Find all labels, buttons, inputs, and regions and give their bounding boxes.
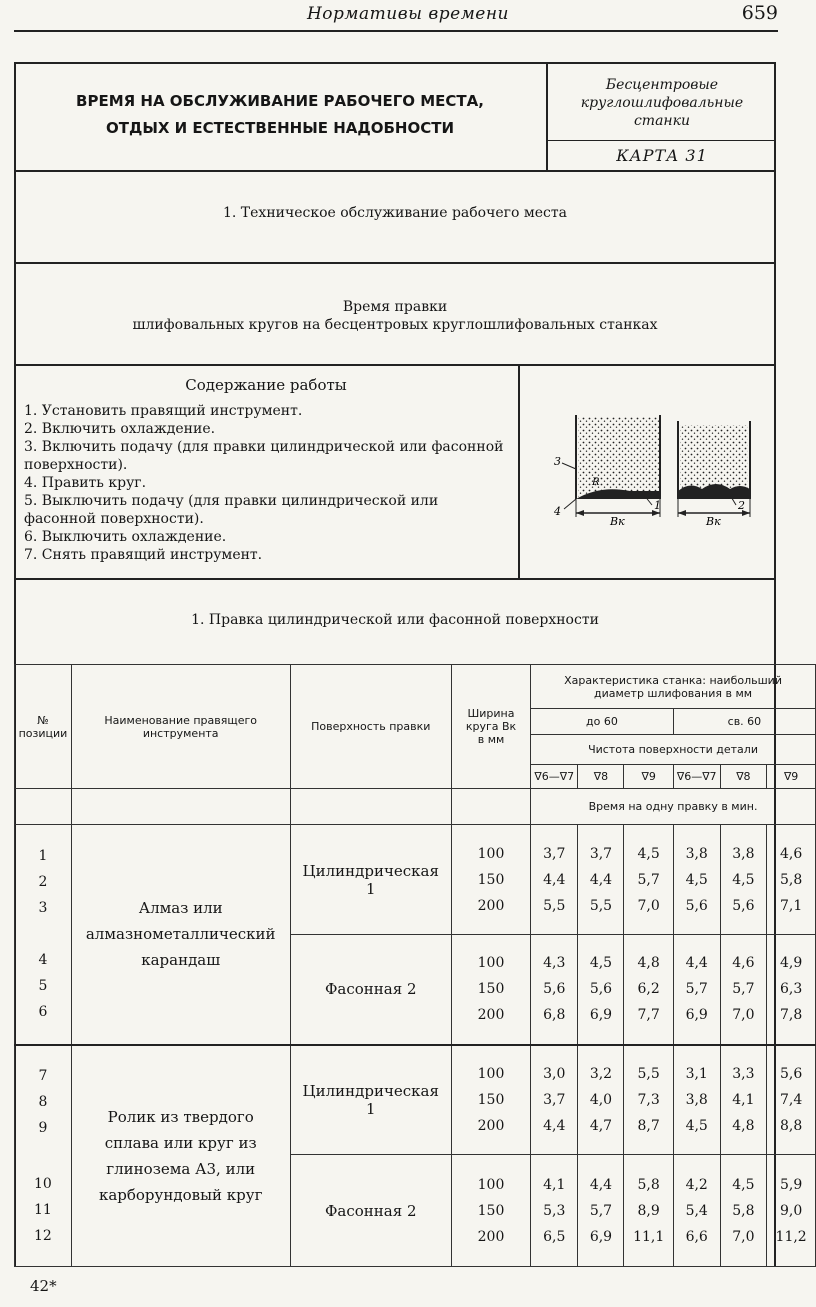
finish-class: ∇6—∇7 xyxy=(531,765,578,789)
time-cell: 4,5 5,7 7,0 xyxy=(624,825,673,935)
finish-class: ∇9 xyxy=(767,765,816,789)
time-cell: 4,5 5,6 6,9 xyxy=(578,935,624,1045)
work-content-heading: Содержание работы xyxy=(185,376,347,394)
width-cell: 100 150 200 xyxy=(451,935,530,1045)
time-cell: 3,0 3,7 4,4 xyxy=(531,1045,578,1155)
dressing-time-table xyxy=(14,664,816,1267)
time-cell: 3,8 4,5 5,6 xyxy=(673,825,720,935)
finish-class: ∇9 xyxy=(624,765,673,789)
card-title xyxy=(30,88,530,142)
label-bk-right: Вк xyxy=(706,515,721,525)
time-cell: 4,1 5,3 6,5 xyxy=(531,1155,578,1267)
work-step: 5. Выключить подачу (для правки цилиндрической или фасонной поверхности). xyxy=(24,493,439,527)
work-step: 6. Выключить охлаждение. xyxy=(24,529,227,545)
machine-type xyxy=(550,76,774,130)
label-2: 2 xyxy=(738,499,745,512)
work-step: 7. Снять правящий инструмент. xyxy=(24,547,263,563)
finish-class: ∇8 xyxy=(720,765,767,789)
time-cell: 4,5 5,8 7,0 xyxy=(720,1155,767,1267)
finish-class: ∇8 xyxy=(578,765,624,789)
time-cell: 4,6 5,7 7,0 xyxy=(720,935,767,1045)
wheel-shaped-shape xyxy=(680,425,748,493)
section-1-title: 1. Техническое обслуживание рабочего места xyxy=(223,205,567,221)
col-position: № позиции xyxy=(15,665,72,789)
card-rule xyxy=(548,140,776,141)
col-width: Ширина круга Bк в мм xyxy=(451,665,530,789)
diameter-over-60: св. 60 xyxy=(673,709,815,735)
work-step: 1. Установить правящий инструмент. xyxy=(24,403,303,419)
time-cell: 3,7 4,4 5,5 xyxy=(531,825,578,935)
time-cell: 4,2 5,4 6,6 xyxy=(673,1155,720,1267)
rule-after-section1 xyxy=(14,262,776,264)
work-steps-list xyxy=(24,402,508,564)
tool-name: Ролик из твердого сплава или круг из глинозема А3, или карборундовый круг xyxy=(71,1045,290,1267)
time-cell: 5,6 7,4 8,8 xyxy=(767,1045,816,1155)
subtitle xyxy=(14,298,776,334)
diameter-up-to-60: до 60 xyxy=(531,709,674,735)
table-row-group xyxy=(15,825,816,935)
page-number: 659 xyxy=(741,2,778,24)
machine-char-header: Характеристика станка: наибольший диаметр шлифования в мм xyxy=(531,665,816,709)
time-cell: 5,8 8,9 11,1 xyxy=(624,1155,673,1267)
time-cell: 4,4 5,7 6,9 xyxy=(578,1155,624,1267)
time-cell: 4,8 6,2 7,7 xyxy=(624,935,673,1045)
work-diagram-separator xyxy=(518,364,520,578)
position-cell: 1 2 3 4 5 6 xyxy=(15,825,72,1045)
col-tool: Наименование правящего инструмента xyxy=(71,665,290,789)
surface-finish-header: Чистота поверхности детали xyxy=(531,735,816,765)
subtitle-line2: шлифовальных кругов на бесцентровых круглошлифовальных станках xyxy=(132,317,658,333)
section-2-title: 1. Правка цилиндрической или фасонной поверхности xyxy=(191,612,599,628)
wheel-dressing-diagram xyxy=(540,405,772,525)
card-number: КАРТА 31 xyxy=(616,146,708,165)
surface-type: Фасонная 2 xyxy=(290,1155,451,1267)
surface-type: Цилиндрическая 1 xyxy=(290,825,451,935)
time-cell: 3,8 4,5 5,6 xyxy=(720,825,767,935)
time-per-dressing-header: Время на одну правку в мин. xyxy=(531,789,816,825)
rule-after-title xyxy=(14,170,776,172)
wheel-cylindrical-shape xyxy=(578,417,660,497)
time-cell: 4,4 5,7 6,9 xyxy=(673,935,720,1045)
time-cell: 3,7 4,4 5,5 xyxy=(578,825,624,935)
surface-type: Цилиндрическая 1 xyxy=(290,1045,451,1155)
label-3: 3 xyxy=(554,455,561,468)
time-cell: 3,1 3,8 4,5 xyxy=(673,1045,720,1155)
machine-line3: станки xyxy=(633,113,691,129)
time-cell: 5,5 7,3 8,7 xyxy=(624,1045,673,1155)
time-cell: 4,9 6,3 7,8 xyxy=(767,935,816,1045)
position-cell: 7 8 9 10 11 12 xyxy=(15,1045,72,1267)
title-separator xyxy=(546,62,548,170)
col-surface: Поверхность правки xyxy=(290,665,451,789)
time-cell: 3,3 4,1 4,8 xyxy=(720,1045,767,1155)
machine-line1: Бесцентровые xyxy=(605,77,719,93)
running-title: Нормативы времени xyxy=(306,4,510,24)
width-cell: 100 150 200 xyxy=(451,825,530,935)
machine-line2: круглошлифовальные xyxy=(580,95,744,111)
rule-after-subtitle xyxy=(14,364,776,366)
frame-top-rule xyxy=(14,62,776,64)
header-rule xyxy=(14,30,778,32)
label-r: R xyxy=(592,477,600,488)
card-title-line2: ОТДЫХ И ЕСТЕСТВЕННЫЕ НАДОБНОСТИ xyxy=(105,119,455,137)
time-cell: 5,9 9,0 11,2 xyxy=(767,1155,816,1267)
width-cell: 100 150 200 xyxy=(451,1155,530,1267)
signature-mark: 42* xyxy=(30,1277,57,1295)
label-bk-left: Вк xyxy=(610,515,625,525)
tool-name: Алмаз или алмазнометаллический карандаш xyxy=(71,825,290,1045)
work-step: 3. Включить подачу (для правки цилиндрической или фасонной поверхности). xyxy=(24,439,504,473)
time-cell: 4,6 5,8 7,1 xyxy=(767,825,816,935)
finish-class: ∇6—∇7 xyxy=(673,765,720,789)
surface-type: Фасонная 2 xyxy=(290,935,451,1045)
card-title-line1: ВРЕМЯ НА ОБСЛУЖИВАНИЕ РАБОЧЕГО МЕСТА, xyxy=(76,92,484,110)
width-cell: 100 150 200 xyxy=(451,1045,530,1155)
table-row-group xyxy=(15,1045,816,1155)
label-1: 1 xyxy=(654,499,661,512)
time-cell: 3,2 4,0 4,7 xyxy=(578,1045,624,1155)
work-step: 2. Включить охлаждение. xyxy=(24,421,216,437)
rule-after-work xyxy=(14,578,776,580)
work-step: 4. Править круг. xyxy=(24,475,147,491)
time-cell: 4,3 5,6 6,8 xyxy=(531,935,578,1045)
subtitle-line1: Время правки xyxy=(342,299,448,315)
label-4: 4 xyxy=(554,505,561,518)
